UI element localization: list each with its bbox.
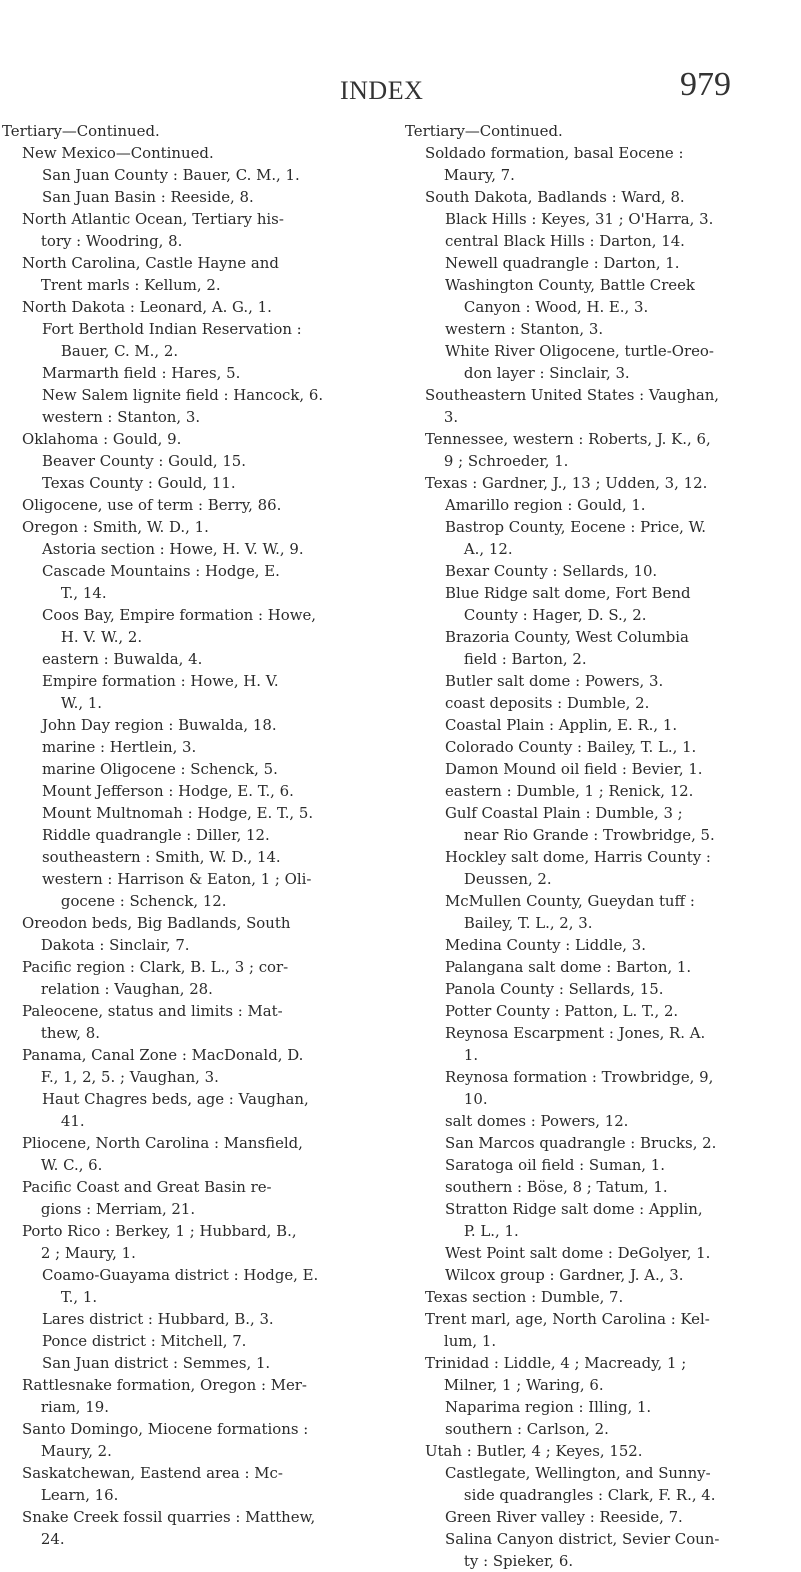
index-entry-line: Tertiary—Continued. — [2, 122, 160, 140]
index-entry — [405, 1440, 775, 1462]
index-entry — [2, 296, 372, 318]
index-entry — [405, 1308, 775, 1352]
index-entry — [2, 1506, 372, 1550]
index-entry — [405, 582, 775, 626]
index-entry-line: Palangana salt dome : Barton, 1. — [445, 958, 692, 976]
index-entry-line: Trent marls : Kellum, 2. — [22, 276, 221, 294]
index-entry-line: Gulf Coastal Plain : Dumble, 3 ; — [445, 804, 683, 822]
index-entry-line: Trent marl, age, North Carolina : Kel- — [425, 1310, 710, 1328]
index-entry-line: 41. — [42, 1112, 85, 1130]
index-entry-line: Damon Mound oil field : Bevier, 1. — [445, 760, 703, 778]
index-entry-line: Reynosa formation : Trowbridge, 9, — [445, 1068, 714, 1086]
index-entry-line: Pliocene, North Carolina : Mansfield, — [22, 1134, 303, 1152]
index-entry-line: Milner, 1 ; Waring, 6. — [425, 1376, 604, 1394]
index-entry — [2, 670, 372, 714]
index-column-left — [2, 120, 372, 1550]
index-entry-line: Pacific region : Clark, B. L., 3 ; cor- — [22, 958, 289, 976]
index-entry-line: Tennessee, western : Roberts, J. K., 6, — [425, 430, 711, 448]
index-entry-line: Panola County : Sellards, 15. — [445, 980, 664, 998]
index-entry — [2, 758, 372, 780]
index-entry-line: North Dakota : Leonard, A. G., 1. — [22, 298, 272, 316]
index-entry-line: South Dakota, Badlands : Ward, 8. — [425, 188, 685, 206]
index-entry — [405, 1198, 775, 1242]
index-entry — [405, 1352, 775, 1396]
index-entry — [2, 1000, 372, 1044]
index-entry — [2, 494, 372, 516]
index-entry — [405, 1418, 775, 1440]
index-entry-line: Trinidad : Liddle, 4 ; Macready, 1 ; — [425, 1354, 687, 1372]
index-entry — [405, 318, 775, 340]
index-entry-line: Oligocene, use of term : Berry, 86. — [22, 496, 282, 514]
index-entry-line: Texas section : Dumble, 7. — [425, 1288, 624, 1306]
index-entry-line: Newell quadrangle : Darton, 1. — [445, 254, 680, 272]
index-entry-line: Washington County, Battle Creek — [445, 276, 695, 294]
index-entry — [405, 274, 775, 318]
index-entry-line: ty : Spieker, 6. — [445, 1552, 574, 1570]
index-entry-line: 24. — [22, 1530, 65, 1548]
index-entry — [405, 1066, 775, 1110]
index-entry-line: Beaver County : Gould, 15. — [42, 452, 247, 470]
index-entry-line: Maury, 7. — [425, 166, 515, 184]
index-entry — [405, 1132, 775, 1154]
index-entry-line: P. L., 1. — [445, 1222, 519, 1240]
index-entry-line: riam, 19. — [22, 1398, 109, 1416]
index-entry — [405, 384, 775, 428]
index-entry-line: San Marcos quadrangle : Brucks, 2. — [445, 1134, 717, 1152]
index-entry-line: side quadrangles : Clark, F. R., 4. — [445, 1486, 716, 1504]
index-entry-line: Potter County : Patton, L. T., 2. — [445, 1002, 679, 1020]
index-entry-line: Southeastern United States : Vaughan, — [425, 386, 720, 404]
index-entry-line: gocene : Schenck, 12. — [42, 892, 227, 910]
index-entry-line: Oklahoma : Gould, 9. — [22, 430, 182, 448]
index-entry-line: thew, 8. — [22, 1024, 100, 1042]
index-entry-line: Mount Jefferson : Hodge, E. T., 6. — [42, 782, 294, 800]
index-entry-line: Blue Ridge salt dome, Fort Bend — [445, 584, 691, 602]
index-entry-line: Canyon : Wood, H. E., 3. — [445, 298, 649, 316]
index-entry-line: tory : Woodring, 8. — [22, 232, 183, 250]
index-entry-line: Paleocene, status and limits : Mat- — [22, 1002, 283, 1020]
index-entry — [2, 1462, 372, 1506]
index-entry-line: F., 1, 2, 5. ; Vaughan, 3. — [22, 1068, 219, 1086]
index-entry — [2, 802, 372, 824]
index-entry — [2, 252, 372, 296]
index-entry-line: Cascade Mountains : Hodge, E. — [42, 562, 280, 580]
index-entry-line: Haut Chagres beds, age : Vaughan, — [42, 1090, 309, 1108]
index-entry-line: western : Harrison & Eaton, 1 ; Oli- — [42, 870, 312, 888]
index-entry-line: don layer : Sinclair, 3. — [445, 364, 630, 382]
index-entry — [405, 208, 775, 230]
index-entry-line: Bastrop County, Eocene : Price, W. — [445, 518, 707, 536]
index-entry — [405, 670, 775, 692]
index-entry — [405, 516, 775, 560]
running-head-title: INDEX — [340, 76, 424, 105]
index-entry-line: Castlegate, Wellington, and Sunny- — [445, 1464, 711, 1482]
index-entry-line: Mount Multnomah : Hodge, E. T., 5. — [42, 804, 314, 822]
index-entry-line: southern : Böse, 8 ; Tatum, 1. — [445, 1178, 668, 1196]
index-entry — [405, 1462, 775, 1506]
index-entry-line: 3. — [425, 408, 459, 426]
index-entry-line: Dakota : Sinclair, 7. — [22, 936, 190, 954]
index-entry-line: T., 1. — [42, 1288, 98, 1306]
index-entry — [405, 1022, 775, 1066]
index-entry-line: Salina Canyon district, Sevier Coun- — [445, 1530, 720, 1548]
index-entry-line: Soldado formation, basal Eocene : — [425, 144, 684, 162]
index-entry-line: Brazoria County, West Columbia — [445, 628, 689, 646]
index-entry-line: New Salem lignite field : Hancock, 6. — [42, 386, 324, 404]
index-entry-line: Tertiary—Continued. — [405, 122, 563, 140]
index-entry — [405, 890, 775, 934]
index-entry — [405, 340, 775, 384]
index-entry-line: Porto Rico : Berkey, 1 ; Hubbard, B., — [22, 1222, 297, 1240]
index-entry-line: San Juan district : Semmes, 1. — [42, 1354, 271, 1372]
index-entry-line: Astoria section : Howe, H. V. W., 9. — [42, 540, 304, 558]
index-entry-line: southeastern : Smith, W. D., 14. — [42, 848, 281, 866]
index-entry — [405, 1286, 775, 1308]
index-entry-line: Bauer, C. M., 2. — [42, 342, 179, 360]
index-entry-line: relation : Vaughan, 28. — [22, 980, 213, 998]
index-entry — [405, 846, 775, 890]
index-entry — [405, 692, 775, 714]
index-entry — [2, 1264, 372, 1308]
index-entry-line: Maury, 2. — [22, 1442, 112, 1460]
index-entry-line: W. C., 6. — [22, 1156, 103, 1174]
index-entry-line: Pacific Coast and Great Basin re- — [22, 1178, 272, 1196]
index-entry-line: Coamo-Guayama district : Hodge, E. — [42, 1266, 319, 1284]
page-header — [0, 0, 801, 110]
index-entry-line: Empire formation : Howe, H. V. — [42, 672, 279, 690]
index-entry-line: Texas County : Gould, 11. — [42, 474, 236, 492]
index-entry-line: Reynosa Escarpment : Jones, R. A. — [445, 1024, 706, 1042]
index-entry-line: near Rio Grande : Trowbridge, 5. — [445, 826, 715, 844]
index-entry — [405, 1396, 775, 1418]
index-entry-line: Santo Domingo, Miocene formations : — [22, 1420, 309, 1438]
index-entry — [2, 164, 372, 186]
index-entry-line: gions : Merriam, 21. — [22, 1200, 196, 1218]
index-entry-line: Riddle quadrangle : Diller, 12. — [42, 826, 270, 844]
index-entry — [2, 208, 372, 252]
index-entry-line: Fort Berthold Indian Reservation : — [42, 320, 302, 338]
index-entry-line: Bailey, T. L., 2, 3. — [445, 914, 593, 932]
index-entry — [2, 1088, 372, 1132]
index-entry — [2, 428, 372, 450]
index-entry-line: H. V. W., 2. — [42, 628, 143, 646]
index-entry — [2, 560, 372, 604]
index-entry — [2, 1330, 372, 1352]
index-entry — [2, 604, 372, 648]
index-entry — [405, 956, 775, 978]
index-entry-line: salt domes : Powers, 12. — [445, 1112, 629, 1130]
page-number: 979 — [680, 66, 731, 103]
index-entry — [405, 252, 775, 274]
index-entry — [2, 1352, 372, 1374]
index-entry — [2, 780, 372, 802]
index-entry-line: 2 ; Maury, 1. — [22, 1244, 136, 1262]
index-entry-line: marine Oligocene : Schenck, 5. — [42, 760, 278, 778]
index-entry — [2, 384, 372, 406]
index-entry — [405, 1506, 775, 1528]
index-entry — [2, 120, 372, 142]
index-entry — [405, 1000, 775, 1022]
index-entry-line: Amarillo region : Gould, 1. — [445, 496, 646, 514]
index-entry — [405, 978, 775, 1000]
index-entry-line: Butler salt dome : Powers, 3. — [445, 672, 664, 690]
index-entry — [405, 934, 775, 956]
index-entry-line: North Atlantic Ocean, Tertiary his- — [22, 210, 284, 228]
index-entry — [405, 1264, 775, 1286]
index-entry-line: A., 12. — [445, 540, 513, 558]
index-entry — [405, 1110, 775, 1132]
index-entry-line: W., 1. — [42, 694, 103, 712]
index-entry-line: 9 ; Schroeder, 1. — [425, 452, 569, 470]
index-entry-line: Hockley salt dome, Harris County : — [445, 848, 711, 866]
index-entry — [405, 142, 775, 186]
index-entry-line: 10. — [445, 1090, 488, 1108]
index-entry — [405, 560, 775, 582]
index-entry-line: Stratton Ridge salt dome : Applin, — [445, 1200, 703, 1218]
index-entry-line: Deussen, 2. — [445, 870, 552, 888]
index-entry-line: San Juan Basin : Reeside, 8. — [42, 188, 254, 206]
index-entry — [2, 648, 372, 670]
index-entry — [2, 956, 372, 1000]
index-entry — [2, 868, 372, 912]
index-entry-line: eastern : Buwalda, 4. — [42, 650, 203, 668]
index-entry — [405, 626, 775, 670]
index-entry-line: Green River valley : Reeside, 7. — [445, 1508, 683, 1526]
index-entry-line: Snake Creek fossil quarries : Matthew, — [22, 1508, 316, 1526]
index-entry-line: Naparima region : Illing, 1. — [445, 1398, 652, 1416]
index-entry-line: marine : Hertlein, 3. — [42, 738, 197, 756]
index-entry-line: North Carolina, Castle Hayne and — [22, 254, 279, 272]
index-entry — [2, 186, 372, 208]
index-entry-line: central Black Hills : Darton, 14. — [445, 232, 685, 250]
index-entry-line: Learn, 16. — [22, 1486, 119, 1504]
index-entry — [2, 1176, 372, 1220]
index-entry-line: Saskatchewan, Eastend area : Mc- — [22, 1464, 283, 1482]
index-entry — [405, 230, 775, 252]
index-entry — [2, 142, 372, 164]
index-entry — [405, 1528, 775, 1572]
index-entry-line: Bexar County : Sellards, 10. — [445, 562, 658, 580]
index-entry — [2, 714, 372, 736]
index-entry-line: Black Hills : Keyes, 31 ; O'Harra, 3. — [445, 210, 714, 228]
index-entry — [2, 1132, 372, 1176]
index-entry — [2, 318, 372, 362]
index-entry-line: Oreodon beds, Big Badlands, South — [22, 914, 291, 932]
index-entry-line: eastern : Dumble, 1 ; Renick, 12. — [445, 782, 694, 800]
index-entry — [2, 1374, 372, 1418]
index-entry — [2, 1308, 372, 1330]
index-entry — [405, 1242, 775, 1264]
index-entry — [405, 1154, 775, 1176]
index-entry — [405, 472, 775, 494]
index-entry-line: Coastal Plain : Applin, E. R., 1. — [445, 716, 678, 734]
index-entry — [2, 472, 372, 494]
index-entry — [405, 494, 775, 516]
index-entry — [2, 1418, 372, 1462]
index-entry-line: lum, 1. — [425, 1332, 497, 1350]
index-column-right — [405, 120, 775, 1572]
index-entry — [2, 538, 372, 560]
index-entry-line: Lares district : Hubbard, B., 3. — [42, 1310, 274, 1328]
index-entry-line: coast deposits : Dumble, 2. — [445, 694, 650, 712]
index-entry — [405, 1176, 775, 1198]
index-entry-line: 1. — [445, 1046, 479, 1064]
index-entry — [405, 780, 775, 802]
index-entry — [405, 736, 775, 758]
index-entry-line: Rattlesnake formation, Oregon : Mer- — [22, 1376, 307, 1394]
index-entry-line: Oregon : Smith, W. D., 1. — [22, 518, 209, 536]
index-entry-line: Colorado County : Bailey, T. L., 1. — [445, 738, 697, 756]
index-entry-line: western : Stanton, 3. — [445, 320, 604, 338]
index-entry — [2, 912, 372, 956]
index-entry-line: Marmarth field : Hares, 5. — [42, 364, 241, 382]
index-entry-line: New Mexico—Continued. — [22, 144, 214, 162]
index-entry-line: County : Hager, D. S., 2. — [445, 606, 647, 624]
index-entry-line: John Day region : Buwalda, 18. — [42, 716, 277, 734]
index-entry — [2, 736, 372, 758]
index-entry — [2, 362, 372, 384]
index-entry — [2, 1044, 372, 1088]
index-entry — [2, 516, 372, 538]
index-entry-line: T., 14. — [42, 584, 107, 602]
index-entry — [405, 714, 775, 736]
index-entry-line: Coos Bay, Empire formation : Howe, — [42, 606, 316, 624]
index-entry-line: southern : Carlson, 2. — [445, 1420, 609, 1438]
index-entry — [405, 186, 775, 208]
index-entry-line: Medina County : Liddle, 3. — [445, 936, 646, 954]
index-entry-line: Saratoga oil field : Suman, 1. — [445, 1156, 665, 1174]
index-entry — [2, 824, 372, 846]
index-entry — [405, 120, 775, 142]
index-entry-line: Wilcox group : Gardner, J. A., 3. — [445, 1266, 684, 1284]
index-entry-line: White River Oligocene, turtle-Oreo- — [445, 342, 714, 360]
index-entry-line: San Juan County : Bauer, C. M., 1. — [42, 166, 300, 184]
index-entry-line: western : Stanton, 3. — [42, 408, 201, 426]
index-entry — [405, 802, 775, 846]
index-entry — [2, 1220, 372, 1264]
index-entry-line: McMullen County, Gueydan tuff : — [445, 892, 695, 910]
index-entry — [405, 758, 775, 780]
index-entry-line: Panama, Canal Zone : MacDonald, D. — [22, 1046, 304, 1064]
index-entry — [2, 450, 372, 472]
index-entry-line: Ponce district : Mitchell, 7. — [42, 1332, 247, 1350]
index-entry-line: field : Barton, 2. — [445, 650, 587, 668]
index-entry — [2, 406, 372, 428]
index-entry-line: Utah : Butler, 4 ; Keyes, 152. — [425, 1442, 643, 1460]
index-entry — [2, 846, 372, 868]
index-entry — [405, 428, 775, 472]
index-entry-line: West Point salt dome : DeGolyer, 1. — [445, 1244, 711, 1262]
index-entry-line: Texas : Gardner, J., 13 ; Udden, 3, 12. — [425, 474, 708, 492]
